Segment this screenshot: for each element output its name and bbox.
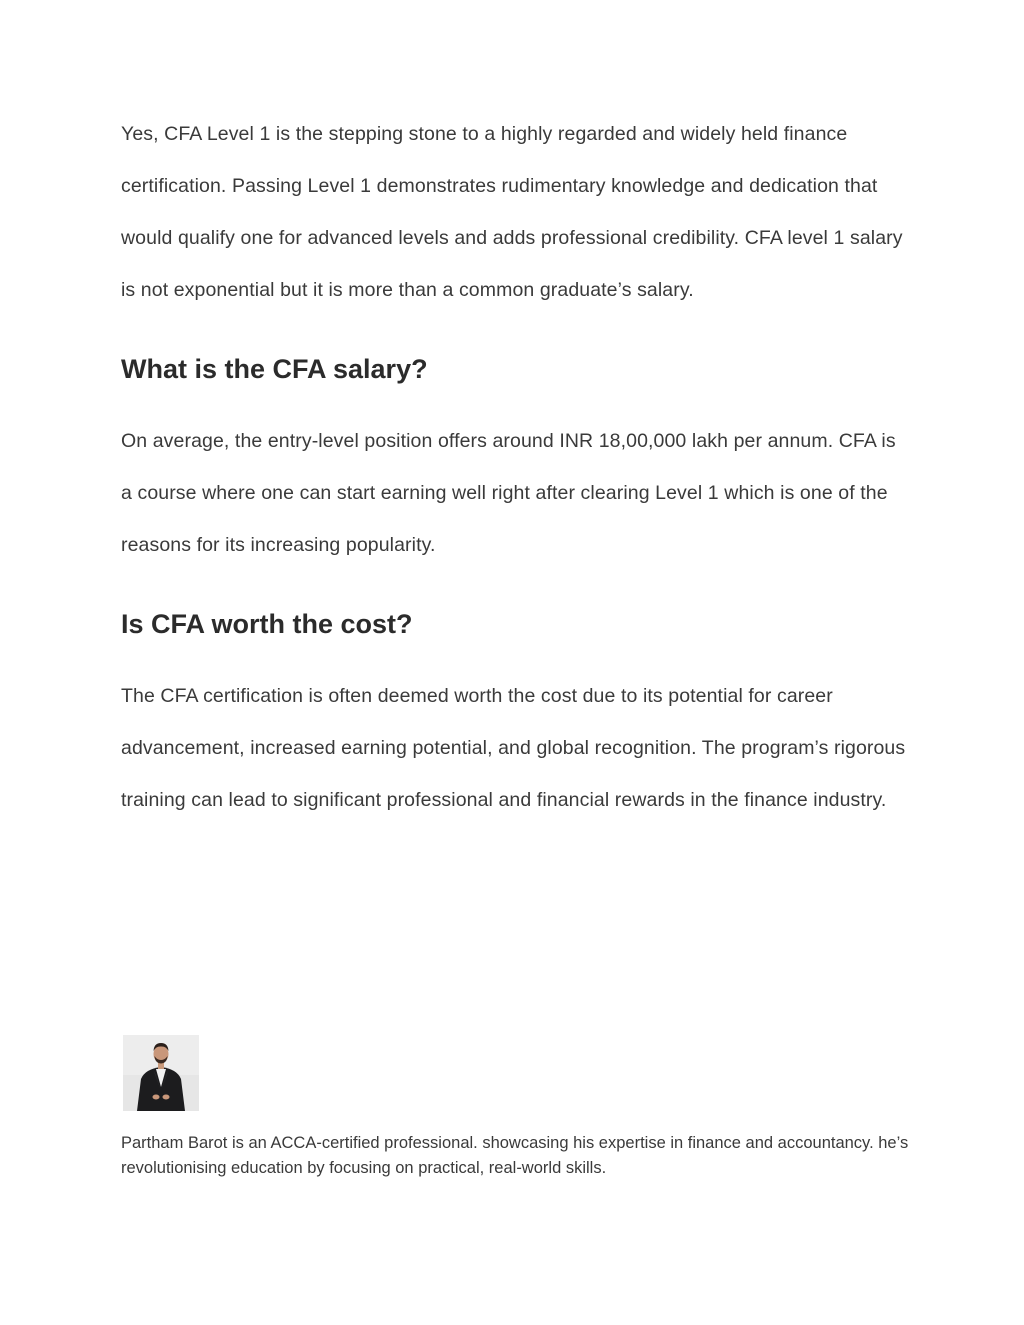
article-body	[121, 108, 911, 826]
heading-cfa-salary: What is the CFA salary?	[121, 354, 428, 384]
paragraph-cfa-worth-cost: The CFA certification is often deemed worth the cost due to its potential for career advancement, increased earning potential, and global recognition. The program’s rigorous training can lead to significant professional and financial rewards in the finance industry.	[121, 685, 906, 811]
author-block	[121, 1035, 921, 1181]
author-bio: Partham Barot is an ACCA-certified professional. showcasing his expertise in finance and accountancy. he’s revolutionising education by focusing on practical, real-world skills.	[121, 1134, 909, 1177]
paragraph-cfa-level-1: Yes, CFA Level 1 is the stepping stone to a highly regarded and widely held finance certification. Passing Level 1 demonstrates rudimentary knowledge and dedication that would qualify one for advanced levels and adds professional credibility. CFA level 1 salary is not exponential but it is more than a common graduate’s salary.	[121, 123, 903, 301]
author-avatar	[123, 1035, 199, 1111]
paragraph-cfa-salary: On average, the entry-level position offers around INR 18,00,000 lakh per annum. CFA is a course where one can start earning well right after clearing Level 1 which is one of the reasons for its increasing popularity.	[121, 430, 896, 556]
heading-cfa-worth-cost: Is CFA worth the cost?	[121, 609, 413, 639]
